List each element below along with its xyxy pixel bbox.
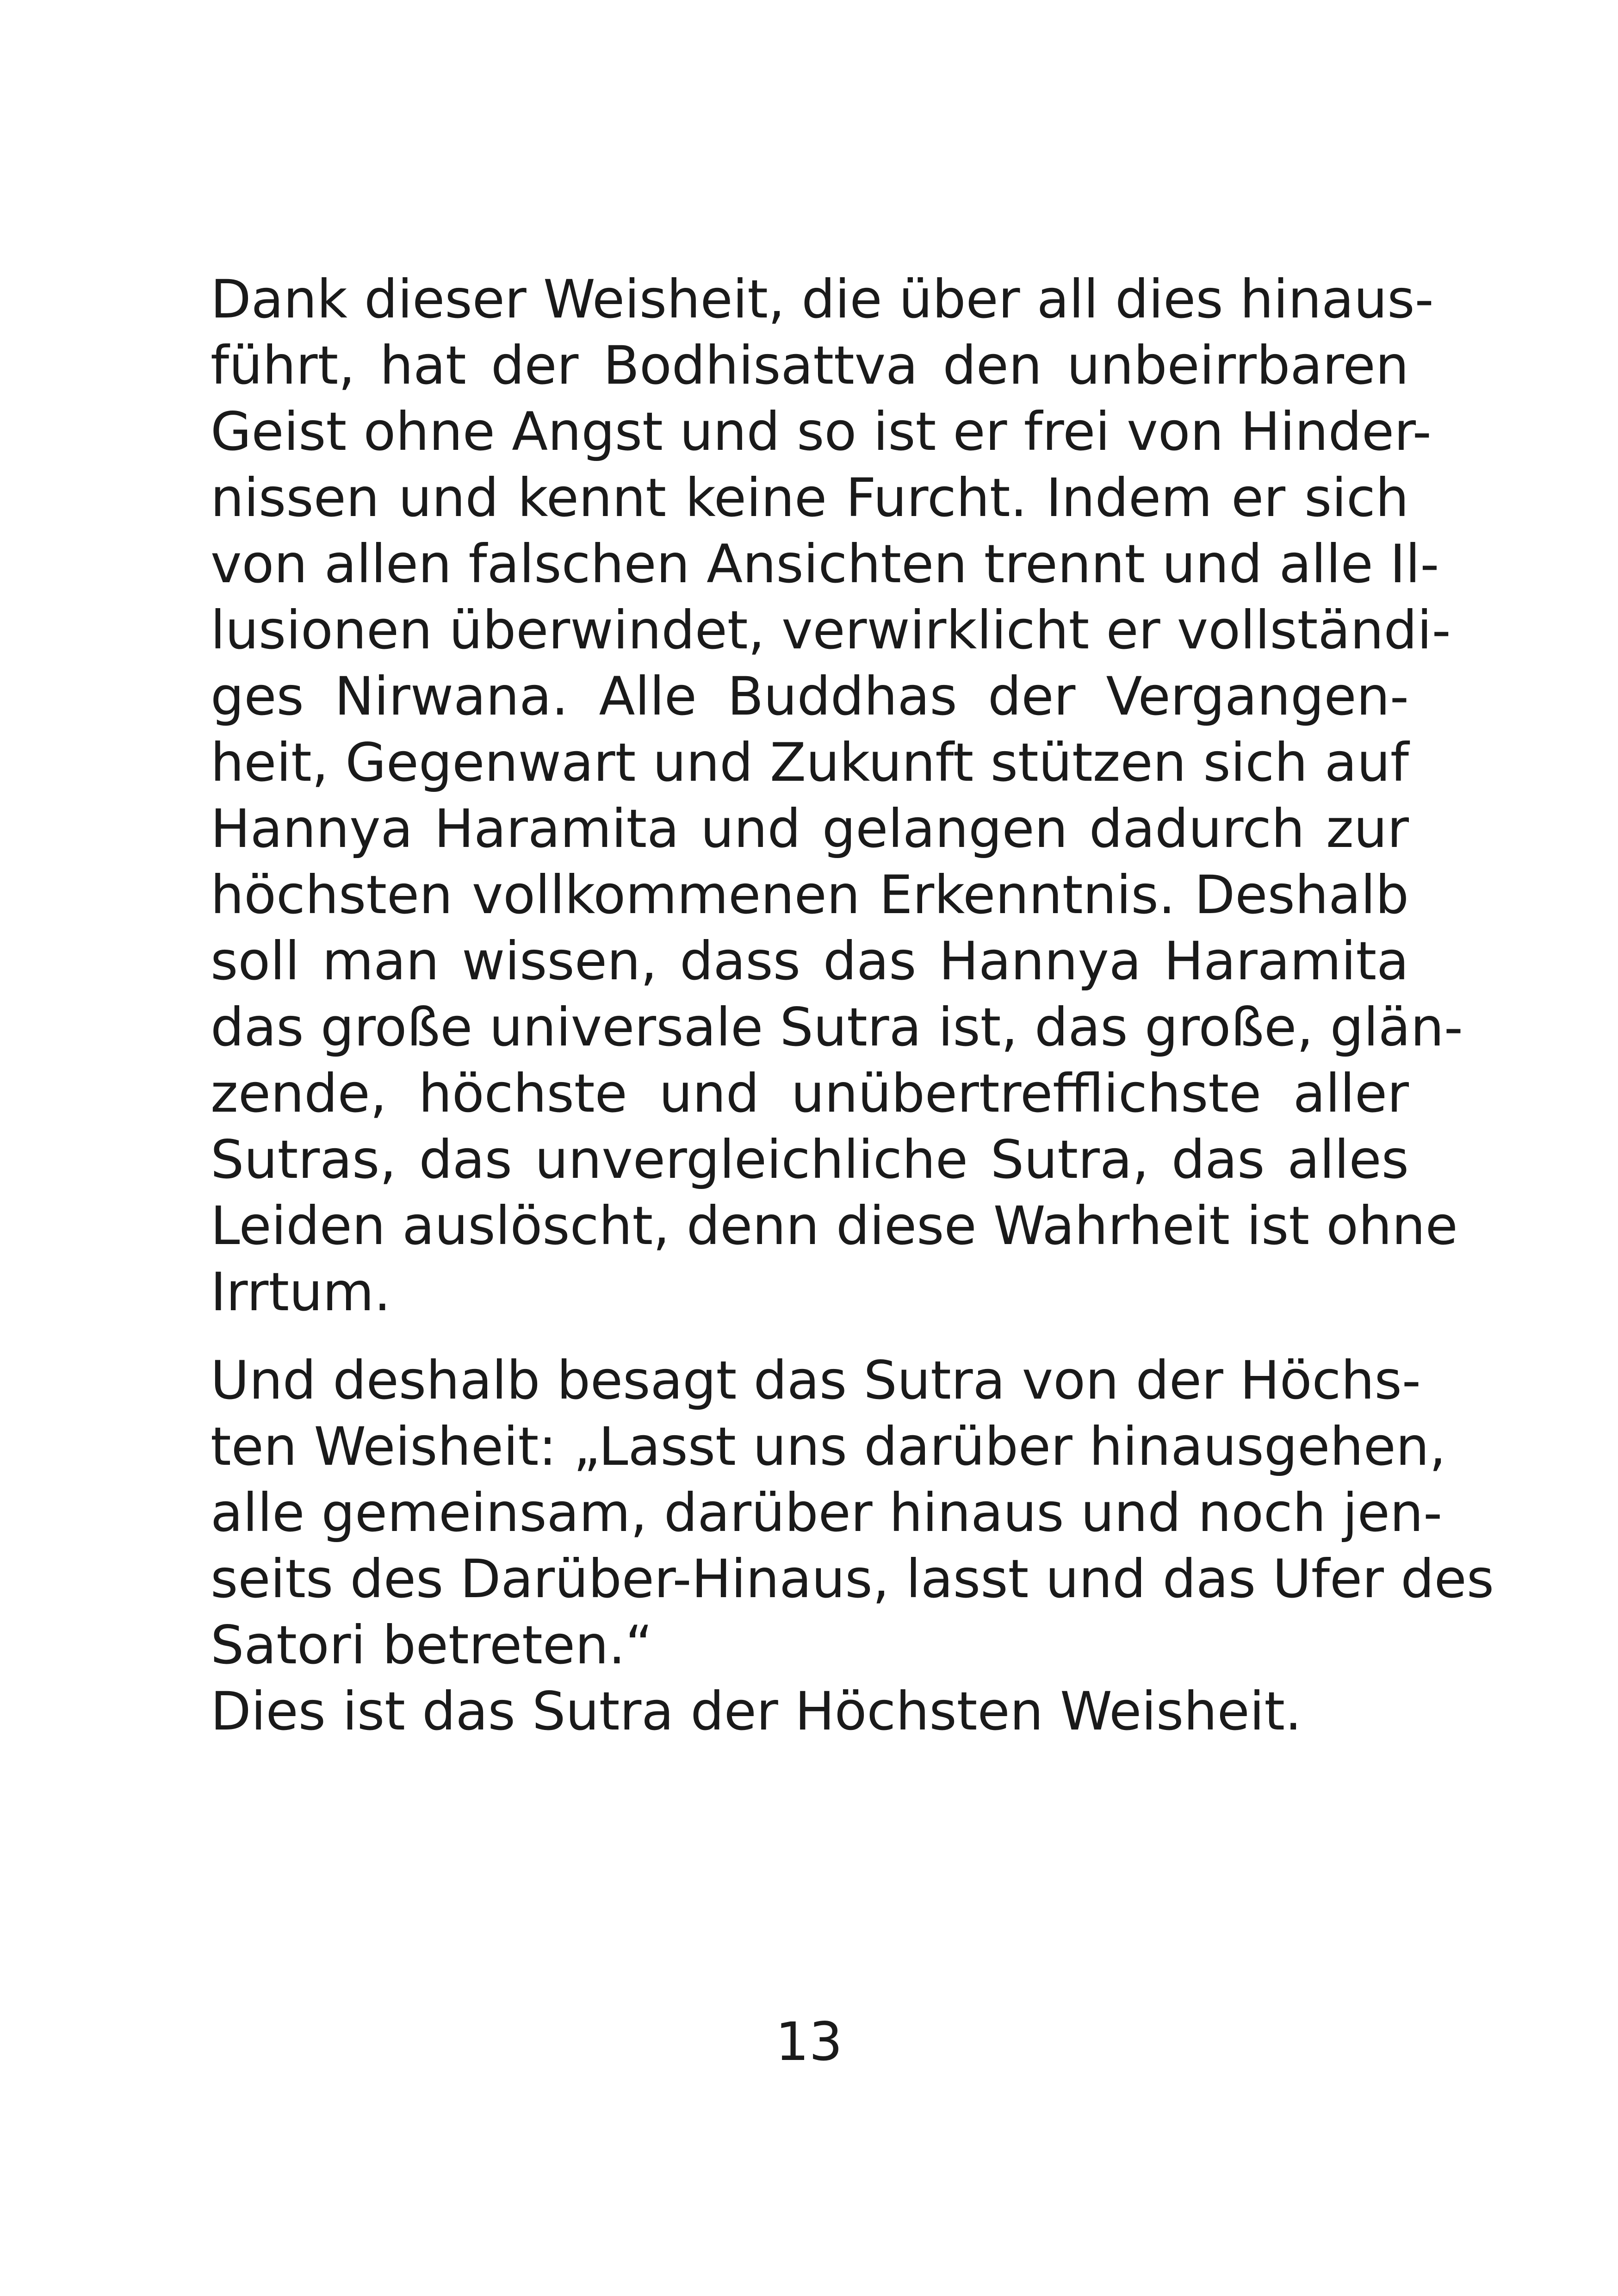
text-line: Und deshalb besagt das Sutra von der Höchs- [211, 1350, 1421, 1411]
paragraph-2 [211, 1347, 1494, 1744]
text-line: Hannya Haramita und gelangen dadurch zur [211, 798, 1409, 859]
text-line: alle gemeinsam, darüber hinaus und noch jen- [211, 1482, 1443, 1543]
page-number: 13 [775, 2011, 843, 2072]
text-line: Irrtum. [211, 1261, 391, 1323]
text-line: höchsten vollkommenen Erkenntnis. Deshalb [211, 864, 1409, 926]
text-line: Sutras, das unvergleichliche Sutra, das alles [211, 1129, 1409, 1190]
text-line: seits des Darüber-Hinaus, lasst und das Ufer des [211, 1548, 1494, 1610]
text-line: Satori betreten.“ [211, 1614, 653, 1676]
text-line: heit, Gegenwart und Zukunft stützen sich auf [211, 732, 1409, 793]
text-line: soll man wissen, dass das Hannya Haramita [211, 930, 1409, 992]
text-line: von allen falschen Ansichten trennt und alle Il- [211, 533, 1439, 595]
text-line: Geist ohne Angst und so ist er frei von Hinder- [211, 401, 1432, 462]
body-text [211, 266, 1494, 1744]
paragraph-1 [211, 266, 1463, 1325]
text-line: Leiden auslöscht, denn diese Wahrheit ist ohne [211, 1195, 1458, 1257]
closing-line: Dies ist das Sutra der Höchsten Weisheit. [211, 1680, 1302, 1742]
text-line: ges Nirwana. Alle Buddhas der Vergangen- [211, 666, 1409, 727]
text-line: Dank dieser Weisheit, die über all dies hinaus- [211, 268, 1434, 330]
text-line: das große universale Sutra ist, das große, glän- [211, 996, 1463, 1058]
text-line: zende, höchste und unübertrefflichste aller [211, 1063, 1409, 1124]
text-line: ten Weisheit: „Lasst uns darüber hinausgehen, [211, 1416, 1446, 1477]
text-line: lusionen überwindet, verwirklicht er vollständi- [211, 599, 1451, 661]
text-line: führt, hat der Bodhisattva den unbeirrbaren [211, 335, 1409, 396]
paragraph-gap [211, 1325, 1409, 1347]
text-line: nissen und kennt keine Furcht. Indem er sich [211, 467, 1409, 529]
